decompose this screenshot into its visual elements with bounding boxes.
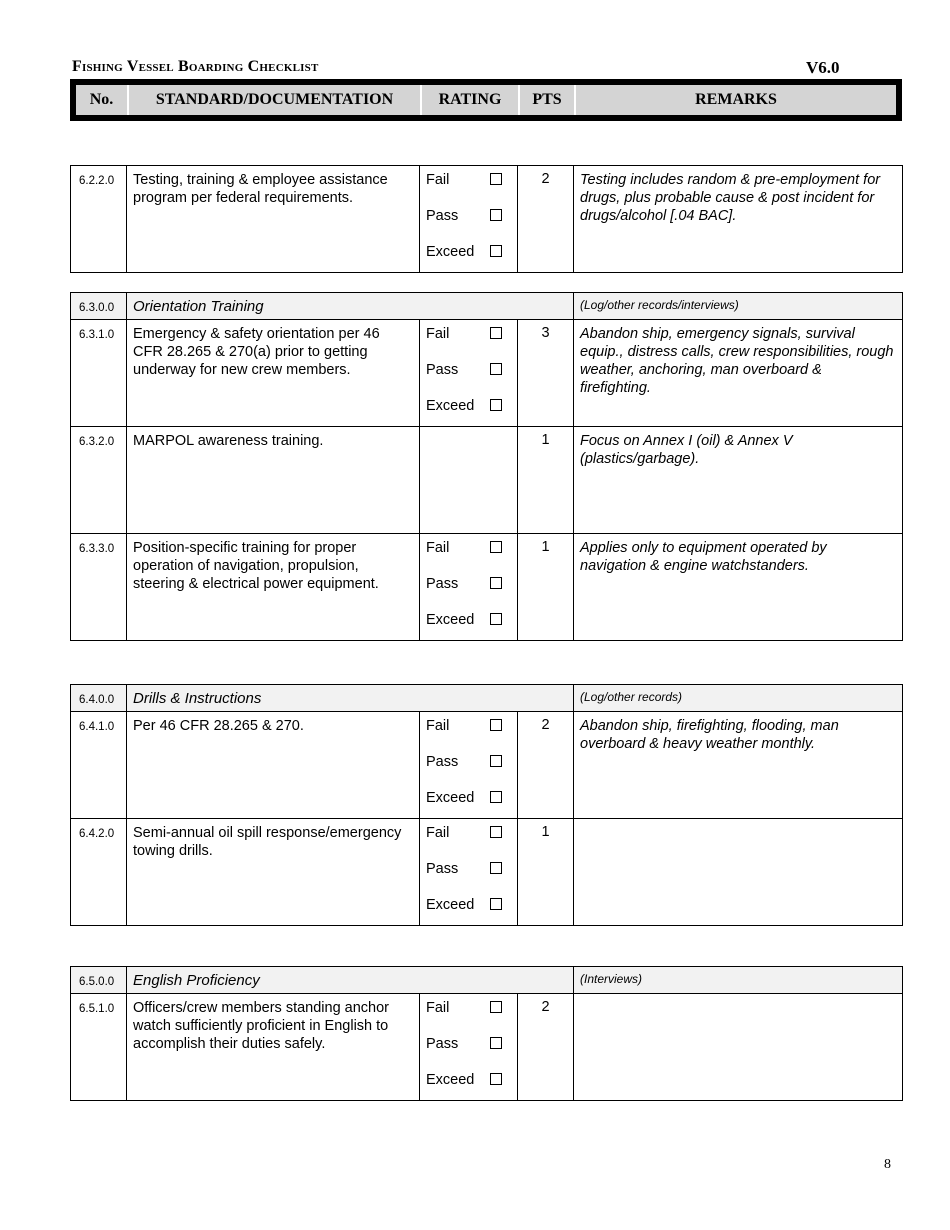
item-points: 1 — [541, 824, 550, 840]
item-remarks: Abandon ship, emergency signals, survival equip., distress calls, crew responsibilities, rough weather, anchoring, man overboard & firefighting. — [580, 326, 894, 396]
rating-option-label: Exceed — [426, 790, 475, 806]
item-remarks: Focus on Annex I (oil) & Annex V (plastics/garbage). — [580, 433, 793, 467]
rating-cell — [420, 819, 518, 926]
rating-option-label: Exceed — [426, 1072, 475, 1088]
checkbox-icon[interactable] — [490, 577, 502, 589]
section-number: 6.5.0.0 — [79, 976, 115, 988]
checkbox-icon[interactable] — [490, 1001, 502, 1013]
rating-option-exceed[interactable] — [426, 244, 502, 260]
item-points: 2 — [541, 171, 550, 187]
rating-cell — [420, 534, 518, 641]
item-number: 6.3.1.0 — [79, 329, 115, 341]
item-points: 1 — [541, 539, 550, 555]
rating-option-exceed[interactable] — [426, 398, 502, 414]
item-standard: Per 46 CFR 28.265 & 270. — [133, 718, 304, 734]
item-number: 6.3.3.0 — [79, 543, 115, 555]
rating-option-pass[interactable] — [426, 861, 502, 877]
rating-option-fail[interactable] — [426, 172, 502, 188]
checkbox-icon[interactable] — [490, 209, 502, 221]
rating-option-label: Pass — [426, 576, 459, 592]
rating-option-label: Pass — [426, 208, 459, 224]
rating-option-exceed[interactable] — [426, 1072, 502, 1088]
rating-option-exceed[interactable] — [426, 897, 502, 913]
checkbox-icon[interactable] — [490, 245, 502, 257]
checklist-block — [70, 165, 903, 273]
rating-option-exceed[interactable] — [426, 612, 502, 628]
checklist-row — [71, 712, 903, 819]
rating-option-fail[interactable] — [426, 1000, 502, 1016]
rating-option-label: Fail — [426, 172, 450, 188]
rating-option-pass[interactable] — [426, 362, 502, 378]
section-note: (Log/other records/interviews) — [580, 298, 739, 312]
rating-option-fail[interactable] — [426, 825, 502, 841]
item-number: 6.4.2.0 — [79, 828, 115, 840]
version-label: V6.0 — [806, 58, 840, 77]
checklist-row — [71, 427, 903, 534]
checkbox-icon[interactable] — [490, 541, 502, 553]
rating-option-pass[interactable] — [426, 1036, 502, 1052]
checkbox-icon[interactable] — [490, 399, 502, 411]
rating-option-label: Fail — [426, 326, 450, 342]
item-points: 3 — [541, 325, 550, 341]
checklist-block — [70, 292, 903, 641]
item-points: 2 — [541, 999, 550, 1015]
rating-cell — [420, 320, 518, 427]
rating-cell — [420, 712, 518, 819]
item-number: 6.4.1.0 — [79, 721, 115, 733]
section-number: 6.4.0.0 — [79, 694, 115, 706]
item-number: 6.3.2.0 — [79, 436, 115, 448]
header-pts: PTS — [520, 85, 576, 115]
checkbox-icon[interactable] — [490, 173, 502, 185]
rating-option-label: Pass — [426, 754, 459, 770]
rating-option-label: Exceed — [426, 244, 475, 260]
item-remarks — [574, 994, 902, 999]
rating-option-label: Pass — [426, 861, 459, 877]
checkbox-icon[interactable] — [490, 719, 502, 731]
checklist-row — [71, 534, 903, 641]
checkbox-icon[interactable] — [490, 363, 502, 375]
rating-option-label: Fail — [426, 825, 450, 841]
checkbox-icon[interactable] — [490, 613, 502, 625]
item-number: 6.2.2.0 — [79, 175, 115, 187]
checkbox-icon[interactable] — [490, 862, 502, 874]
rating-option-label: Pass — [426, 1036, 459, 1052]
rating-option-fail[interactable] — [426, 540, 502, 556]
rating-option-label: Exceed — [426, 897, 475, 913]
rating-option-label: Fail — [426, 718, 450, 734]
rating-option-fail[interactable] — [426, 326, 502, 342]
rating-option-pass[interactable] — [426, 754, 502, 770]
rating-cell — [420, 166, 518, 273]
section-header-row — [71, 967, 903, 994]
rating-option-label: Pass — [426, 362, 459, 378]
rating-cell — [420, 427, 518, 534]
rating-option-exceed[interactable] — [426, 790, 502, 806]
section-note: (Log/other records) — [580, 690, 683, 704]
section-title: Drills & Instructions — [133, 690, 262, 707]
rating-option-label: Exceed — [426, 612, 475, 628]
column-header-bar — [70, 79, 902, 121]
checkbox-icon[interactable] — [490, 1037, 502, 1049]
rating-option-pass[interactable] — [426, 576, 502, 592]
header-standard: STANDARD/DOCUMENTATION — [129, 85, 422, 115]
item-standard: Officers/crew members standing anchor watch sufficiently proficient in English to accomplish their duties safely. — [133, 1000, 390, 1052]
section-title: Orientation Training — [133, 298, 264, 315]
item-number: 6.5.1.0 — [79, 1003, 115, 1015]
item-standard: Semi-annual oil spill response/emergency towing drills. — [133, 825, 402, 859]
section-header-row — [71, 685, 903, 712]
rating-option-pass[interactable] — [426, 208, 502, 224]
item-standard: Position-specific training for proper operation of navigation, propulsion, steering & electrical power equipment. — [133, 540, 379, 592]
section-header-row — [71, 293, 903, 320]
checklist-title: Fishing Vessel Boarding Checklist — [72, 58, 319, 75]
checkbox-icon[interactable] — [490, 327, 502, 339]
item-remarks — [574, 819, 902, 824]
rating-option-label: Exceed — [426, 398, 475, 414]
section-title: English Proficiency — [133, 972, 260, 989]
rating-option-label: Fail — [426, 540, 450, 556]
page-number: 8 — [884, 1157, 891, 1172]
rating-option-fail[interactable] — [426, 718, 502, 734]
checklist-block — [70, 684, 903, 926]
header-no: No. — [76, 85, 129, 115]
section-number: 6.3.0.0 — [79, 302, 115, 314]
checkbox-icon[interactable] — [490, 755, 502, 767]
rating-cell — [420, 994, 518, 1101]
checklist-row — [71, 320, 903, 427]
item-points: 1 — [541, 432, 550, 448]
checklist-row — [71, 166, 903, 273]
checkbox-icon[interactable] — [490, 1073, 502, 1085]
header-remarks: REMARKS — [695, 91, 777, 108]
checkbox-icon[interactable] — [490, 791, 502, 803]
section-note: (Interviews) — [580, 972, 643, 986]
checklist-block — [70, 966, 903, 1101]
item-remarks: Abandon ship, firefighting, flooding, man overboard & heavy weather monthly. — [580, 718, 839, 752]
header-rating: RATING — [422, 85, 520, 115]
checklist-row — [71, 994, 903, 1101]
rating-option-label: Fail — [426, 1000, 450, 1016]
checkbox-icon[interactable] — [490, 826, 502, 838]
item-standard: Emergency & safety orientation per 46 CFR 28.265 & 270(a) prior to getting underway for new crew members. — [133, 326, 380, 378]
item-remarks: Testing includes random & pre-employment for drugs, plus probable cause & post incident for drugs/alcohol [.04 BAC]. — [580, 172, 881, 224]
item-points: 2 — [541, 717, 550, 733]
checkbox-icon[interactable] — [490, 898, 502, 910]
item-remarks: Applies only to equipment operated by navigation & engine watchstanders. — [580, 540, 827, 574]
item-standard: Testing, training & employee assistance program per federal requirements. — [133, 172, 388, 206]
item-standard: MARPOL awareness training. — [133, 433, 324, 449]
checklist-row — [71, 819, 903, 926]
